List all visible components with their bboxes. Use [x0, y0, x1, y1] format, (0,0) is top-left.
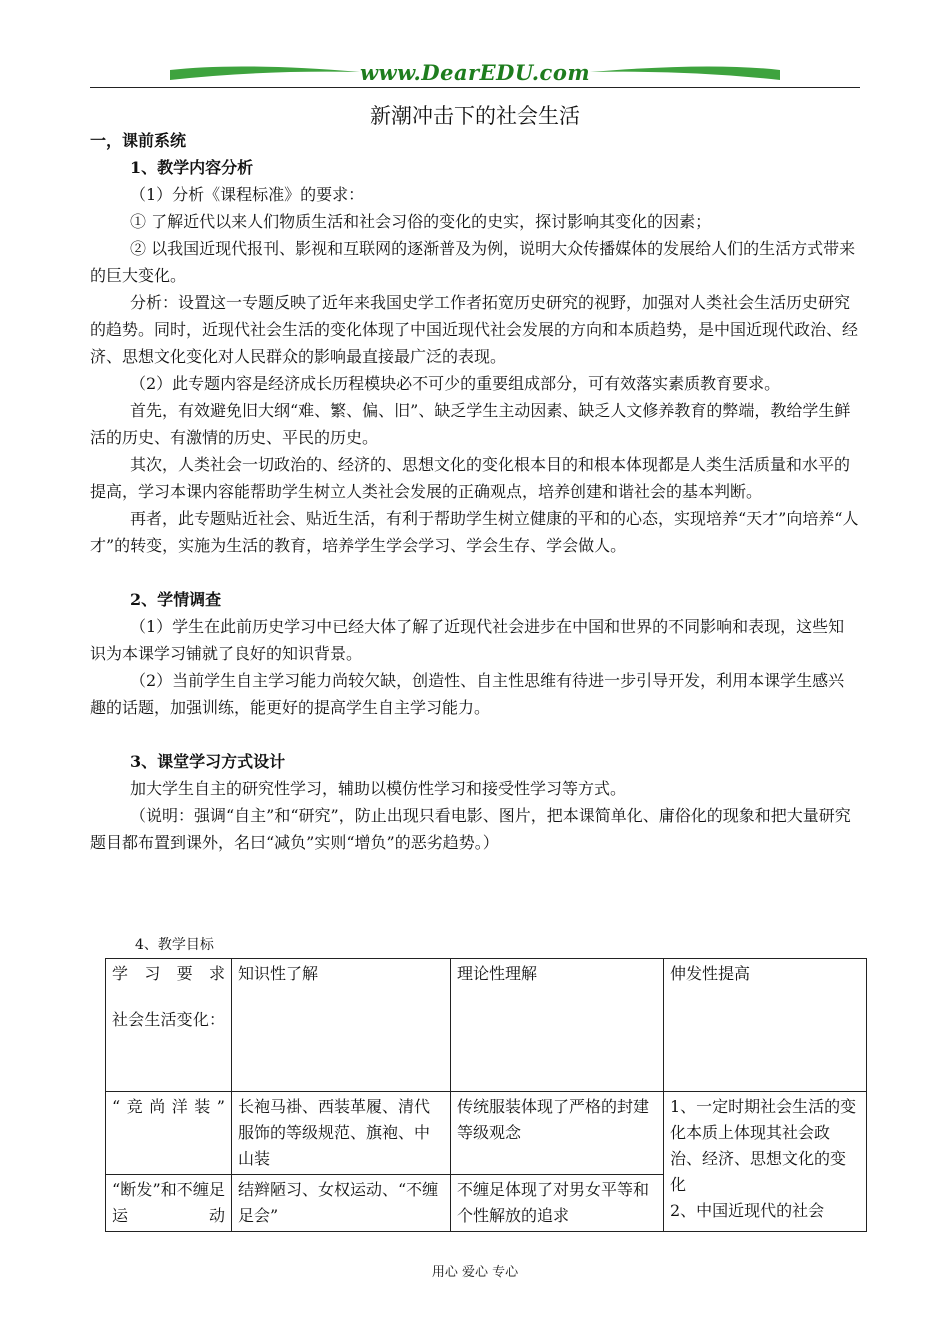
table-cell: “断发”和不缠足运动 [106, 1175, 232, 1232]
site-header [90, 58, 860, 88]
subsection-heading: 1、教学内容分析 [130, 158, 254, 177]
cell-text: 1、一定时期社会生活的变化本质上体现其社会政治、经济、思想文化的变化 [670, 1097, 857, 1194]
table-row [106, 1092, 867, 1175]
paragraph: （1）学生在此前历史学习中已经大体了解了近现代社会进步在中国和世界的不同影响和表现，这些知识为本课学习铺就了良好的知识背景。 [90, 617, 845, 663]
page-footer: 用心 爱心 专心 [431, 1265, 519, 1280]
section-heading: 一，课前系统 [90, 131, 187, 150]
table-cell: “竞尚洋装” [106, 1092, 232, 1175]
table-cell: 结辫陋习、女权运动、“不缠足会” [232, 1175, 451, 1232]
table-cell: 不缠足体现了对男女平等和个性解放的追求 [451, 1175, 664, 1232]
paragraph: 分析：设置这一专题反映了近年来我国史学工作者拓宽历史研究的视野，加强对人类社会生活历史研究的趋势。同时，近现代社会生活的变化体现了中国近现代社会发展的方向和本质趋势，是中国近现代政治、经济、思想文化变化对人民群众的影响最直接最广泛的表现。 [90, 293, 859, 366]
table-row [106, 959, 867, 1092]
corner-bottom-label: 社会生活变化： [112, 1010, 225, 1029]
table-header-cell: 理论性理解 [451, 959, 664, 1092]
paragraph: 首先，有效避免旧大纲“难、繁、偏、旧”、缺乏学生主动因素、缺乏人文修养教育的弊端，教给学生鲜活的历史、有激情的历史、平民的历史。 [90, 401, 851, 447]
cell-text: 2、中国近现代的社会 [670, 1201, 825, 1220]
table-cell: 传统服装体现了严格的封建等级观念 [451, 1092, 664, 1175]
site-logo-text[interactable]: www.DearEDU.com [359, 60, 591, 85]
paragraph: 再者，此专题贴近社会、贴近生活，有利于帮助学生树立健康的平和的心态，实现培养“天才”向培养“人才”的转变，实施为生活的教育，培养学生学会学习、学会生存、学会做人。 [90, 509, 859, 555]
paragraph: （2）当前学生自主学习能力尚较欠缺，创造性、自主性思维有待进一步引导开发，利用本课学生感兴趣的话题，加强训练，能更好的提高学生自主学习能力。 [90, 671, 845, 717]
paragraph: （2）此专题内容是经济成长历程模块必不可少的重要组成部分，可有效落实素质教育要求。 [130, 374, 781, 393]
corner-top-label: 学习要求 [112, 964, 225, 983]
teaching-goals-table [105, 958, 867, 1232]
subsection-heading: 2、学情调查 [130, 590, 222, 609]
document-body [90, 127, 860, 856]
paragraph: （1）分析《课程标准》的要求： [130, 185, 365, 204]
table-header-cell: 知识性了解 [232, 959, 451, 1092]
paragraph: ① 了解近代以来人们物质生活和社会习俗的变化的史实，探讨影响其变化的因素； [130, 212, 712, 231]
paragraph: （说明：强调“自主”和“研究”，防止出现只看电影、图片，把本课简单化、庸俗化的现象和把大量研究题目都布置到课外，名曰“减负”实则“增负”的恶劣趋势。） [90, 806, 851, 852]
subsection-heading: 3、课堂学习方式设计 [130, 752, 286, 771]
paragraph: 加大学生自主的研究性学习，辅助以模仿性学习和接受性学习等方式。 [130, 779, 627, 798]
page-title: 新潮冲击下的社会生活 [370, 104, 580, 128]
header-rule [90, 87, 860, 88]
paragraph: 其次，人类社会一切政治的、经济的、思想文化的变化根本目的和根本体现都是人类生活质量和水平的提高，学习本课内容能帮助学生树立人类社会发展的正确观点，培养创建和谐社会的基本判断。 [90, 455, 851, 501]
table-cell: 长袍马褂、西装革履、清代服饰的等级规范、旗袍、中山装 [232, 1092, 451, 1175]
table-cell [664, 1092, 867, 1232]
table-header-cell: 伸发性提高 [664, 959, 867, 1092]
paragraph: ② 以我国近现代报刊、影视和互联网的逐渐普及为例，说明大众传播媒体的发展给人们的生活方式带来的巨大变化。 [90, 239, 856, 285]
table-corner-cell [106, 959, 232, 1092]
subsection-heading: 4、教学目标 [135, 937, 214, 953]
